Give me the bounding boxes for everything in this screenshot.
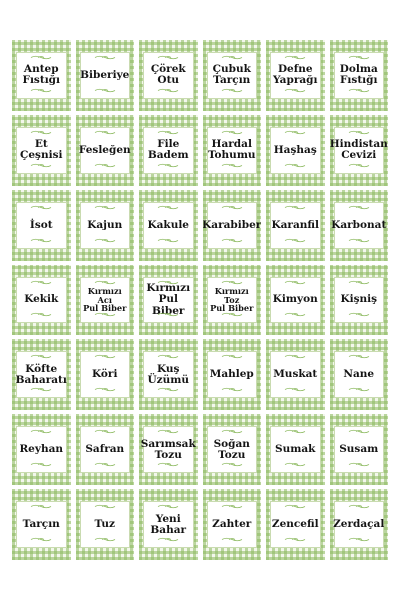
label-panel: [334, 351, 385, 398]
flourish-ornament-icon: [30, 429, 52, 434]
label-panel: [270, 426, 321, 473]
spice-name: Tuz: [94, 518, 115, 531]
label-panel: [16, 202, 67, 249]
spice-label: [330, 115, 389, 186]
spice-name: Kimyon: [272, 293, 318, 306]
spice-name: Tarçın: [22, 518, 60, 531]
label-panel: [80, 202, 131, 249]
spice-name: Kajun: [87, 218, 123, 231]
spice-name: Dolma Fıstığı: [339, 63, 378, 87]
flourish-ornament-icon: [94, 238, 116, 243]
label-panel: [207, 351, 258, 398]
label-panel: [270, 52, 321, 99]
spice-name: Sumak: [275, 443, 316, 456]
flourish-ornament-icon: [157, 55, 179, 60]
spice-name: Kuş Üzümü: [147, 362, 189, 386]
spice-label: [12, 414, 71, 485]
label-panel: [16, 52, 67, 99]
spice-label: [330, 190, 389, 261]
flourish-ornament-icon: [94, 537, 116, 542]
flourish-ornament-icon: [157, 354, 179, 359]
spice-label: [203, 115, 262, 186]
label-panel: [270, 202, 321, 249]
flourish-ornament-icon: [30, 354, 52, 359]
flourish-ornament-icon: [221, 280, 243, 285]
flourish-ornament-icon: [284, 130, 306, 135]
spice-label: [203, 414, 262, 485]
flourish-ornament-icon: [348, 312, 370, 317]
label-panel: [334, 277, 385, 324]
spice-name: Yeni Bahar: [150, 512, 187, 536]
flourish-ornament-icon: [157, 163, 179, 168]
flourish-ornament-icon: [284, 205, 306, 210]
flourish-ornament-icon: [30, 504, 52, 509]
spice-name: Köri: [92, 368, 118, 381]
flourish-ornament-icon: [348, 537, 370, 542]
flourish-ornament-icon: [284, 163, 306, 168]
label-panel: [80, 426, 131, 473]
label-panel: [334, 501, 385, 548]
label-panel: [270, 127, 321, 174]
flourish-ornament-icon: [157, 312, 179, 317]
spice-label: [139, 40, 198, 111]
flourish-ornament-icon: [94, 205, 116, 210]
spice-label: [266, 339, 325, 410]
spice-label: [266, 40, 325, 111]
label-panel: [16, 127, 67, 174]
label-panel: [143, 52, 194, 99]
flourish-ornament-icon: [221, 354, 243, 359]
spice-label: [76, 414, 135, 485]
label-panel: [331, 202, 387, 249]
spice-label: [330, 339, 389, 410]
spice-label: [139, 190, 198, 261]
spice-label: [139, 414, 198, 485]
flourish-ornament-icon: [157, 88, 179, 93]
flourish-ornament-icon: [284, 238, 306, 243]
flourish-ornament-icon: [221, 238, 243, 243]
flourish-ornament-icon: [157, 130, 179, 135]
spice-label: [203, 265, 262, 336]
flourish-ornament-icon: [30, 205, 52, 210]
spice-label: [12, 115, 71, 186]
spice-label: [76, 339, 135, 410]
label-panel: [16, 277, 67, 324]
flourish-ornament-icon: [284, 88, 306, 93]
flourish-ornament-icon: [221, 312, 243, 317]
flourish-ornament-icon: [30, 238, 52, 243]
label-panel: [80, 501, 131, 548]
flourish-ornament-icon: [94, 88, 116, 93]
label-grid: [12, 40, 388, 560]
spice-label: [330, 265, 389, 336]
spice-label: [76, 115, 135, 186]
flourish-ornament-icon: [94, 280, 116, 285]
spice-name: Susam: [339, 443, 379, 456]
flourish-ornament-icon: [221, 205, 243, 210]
spice-name: Karabiber: [202, 218, 261, 231]
flourish-ornament-icon: [221, 163, 243, 168]
flourish-ornament-icon: [30, 387, 52, 392]
flourish-ornament-icon: [221, 504, 243, 509]
spice-label: [203, 339, 262, 410]
flourish-ornament-icon: [284, 537, 306, 542]
flourish-ornament-icon: [157, 537, 179, 542]
label-panel: [140, 426, 196, 473]
spice-label: [76, 190, 135, 261]
spice-label: [12, 265, 71, 336]
spice-name: Biberiye: [80, 68, 130, 81]
flourish-ornament-icon: [348, 354, 370, 359]
flourish-ornament-icon: [94, 429, 116, 434]
flourish-ornament-icon: [94, 312, 116, 317]
flourish-ornament-icon: [94, 354, 116, 359]
label-panel: [270, 351, 321, 398]
flourish-ornament-icon: [30, 462, 52, 467]
label-panel: [270, 501, 321, 548]
spice-name: Zahter: [212, 518, 252, 531]
spice-label: [266, 115, 325, 186]
spice-label: [330, 414, 389, 485]
flourish-ornament-icon: [348, 163, 370, 168]
spice-name: Kişniş: [340, 293, 378, 306]
label-panel: [143, 501, 194, 548]
label-panel: [80, 127, 131, 174]
flourish-ornament-icon: [221, 537, 243, 542]
flourish-ornament-icon: [157, 238, 179, 243]
label-panel: [143, 202, 194, 249]
flourish-ornament-icon: [157, 387, 179, 392]
flourish-ornament-icon: [284, 429, 306, 434]
flourish-ornament-icon: [348, 462, 370, 467]
spice-name: Köfte Baharatı: [15, 362, 67, 386]
label-panel: [16, 426, 67, 473]
flourish-ornament-icon: [348, 238, 370, 243]
label-panel: [143, 277, 194, 324]
flourish-ornament-icon: [30, 163, 52, 168]
flourish-ornament-icon: [284, 280, 306, 285]
label-panel: [334, 52, 385, 99]
spice-name: Kırmızı Acı Pul Biber: [83, 286, 127, 314]
spice-label: [330, 40, 389, 111]
spice-name: Sarımsak Tozu: [140, 437, 196, 461]
flourish-ornament-icon: [221, 387, 243, 392]
spice-label: [330, 489, 389, 560]
spice-name: Nane: [343, 368, 375, 381]
flourish-ornament-icon: [348, 130, 370, 135]
flourish-ornament-icon: [94, 462, 116, 467]
spice-name: Hindistan Cevizi: [329, 138, 388, 162]
spice-name: Kırmızı Pul Biber: [146, 282, 191, 317]
spice-name: Safran: [85, 443, 125, 456]
spice-name: Zerdaçal: [333, 518, 385, 531]
label-panel: [207, 277, 258, 324]
spice-label: [139, 115, 198, 186]
label-panel: [334, 426, 385, 473]
spice-name: Kırmızı Toz Pul Biber: [210, 286, 254, 314]
flourish-ornament-icon: [221, 130, 243, 135]
flourish-ornament-icon: [94, 163, 116, 168]
spice-name: Mahlep: [209, 368, 254, 381]
flourish-ornament-icon: [94, 387, 116, 392]
label-panel: [207, 127, 258, 174]
spice-name: Kakule: [147, 218, 189, 231]
flourish-ornament-icon: [157, 462, 179, 467]
flourish-ornament-icon: [284, 504, 306, 509]
spice-label: [203, 489, 262, 560]
spice-label: [203, 190, 262, 261]
spice-name: Muskat: [273, 368, 318, 381]
label-panel: [202, 202, 261, 249]
label-panel: [207, 52, 258, 99]
spice-name: Kekik: [24, 293, 59, 306]
spice-name: Hardal Tohumu: [207, 138, 256, 162]
flourish-ornament-icon: [284, 312, 306, 317]
spice-name: Çubuk Tarçın: [212, 63, 251, 87]
flourish-ornament-icon: [30, 280, 52, 285]
flourish-ornament-icon: [30, 312, 52, 317]
spice-name: Çörek Otu: [150, 63, 186, 87]
flourish-ornament-icon: [348, 504, 370, 509]
spice-name: Soğan Tozu: [213, 437, 250, 461]
spice-label: [266, 265, 325, 336]
spice-name: Antep Fıstığı: [22, 63, 61, 87]
label-panel: [80, 351, 131, 398]
flourish-ornament-icon: [348, 55, 370, 60]
flourish-ornament-icon: [221, 55, 243, 60]
spice-name: Et Çeşnisi: [20, 138, 63, 162]
label-panel: [270, 277, 321, 324]
flourish-ornament-icon: [30, 88, 52, 93]
spice-label: [12, 339, 71, 410]
flourish-ornament-icon: [157, 280, 179, 285]
spice-label: [266, 489, 325, 560]
spice-name: Karbonat: [331, 218, 387, 231]
flourish-ornament-icon: [348, 387, 370, 392]
label-panel: [207, 426, 258, 473]
label-panel: [143, 127, 194, 174]
spice-label: [76, 40, 135, 111]
label-panel: [143, 351, 194, 398]
label-panel: [16, 501, 67, 548]
flourish-ornament-icon: [221, 429, 243, 434]
spice-name: Reyhan: [19, 443, 64, 456]
spice-label: [76, 489, 135, 560]
spice-label: [139, 489, 198, 560]
spice-label: [12, 190, 71, 261]
spice-label: [203, 40, 262, 111]
spice-label: [12, 40, 71, 111]
flourish-ornament-icon: [348, 88, 370, 93]
label-panel: [16, 351, 67, 398]
flourish-ornament-icon: [94, 504, 116, 509]
spice-name: İsot: [29, 218, 53, 231]
flourish-ornament-icon: [157, 504, 179, 509]
flourish-ornament-icon: [348, 280, 370, 285]
spice-label: [76, 265, 135, 336]
label-panel: [80, 277, 131, 324]
spice-label: [12, 489, 71, 560]
flourish-ornament-icon: [157, 205, 179, 210]
flourish-ornament-icon: [221, 88, 243, 93]
flourish-ornament-icon: [30, 130, 52, 135]
flourish-ornament-icon: [94, 55, 116, 60]
flourish-ornament-icon: [30, 55, 52, 60]
flourish-ornament-icon: [221, 462, 243, 467]
spice-name: File Badem: [147, 138, 189, 162]
flourish-ornament-icon: [348, 205, 370, 210]
label-panel: [207, 501, 258, 548]
flourish-ornament-icon: [94, 130, 116, 135]
flourish-ornament-icon: [284, 462, 306, 467]
flourish-ornament-icon: [284, 354, 306, 359]
flourish-ornament-icon: [157, 429, 179, 434]
spice-label: [266, 414, 325, 485]
label-panel: [329, 127, 388, 174]
spice-label: [139, 265, 198, 336]
flourish-ornament-icon: [284, 387, 306, 392]
flourish-ornament-icon: [348, 429, 370, 434]
spice-name: Haşhaş: [273, 143, 317, 156]
spice-name: Zencefil: [271, 518, 319, 531]
spice-name: Fesleğen: [78, 143, 131, 156]
spice-name: Defne Yaprağı: [273, 63, 318, 87]
spice-label: [266, 190, 325, 261]
spice-name: Karanfil: [271, 218, 320, 231]
spice-label: [139, 339, 198, 410]
label-panel: [80, 52, 131, 99]
flourish-ornament-icon: [30, 537, 52, 542]
flourish-ornament-icon: [284, 55, 306, 60]
